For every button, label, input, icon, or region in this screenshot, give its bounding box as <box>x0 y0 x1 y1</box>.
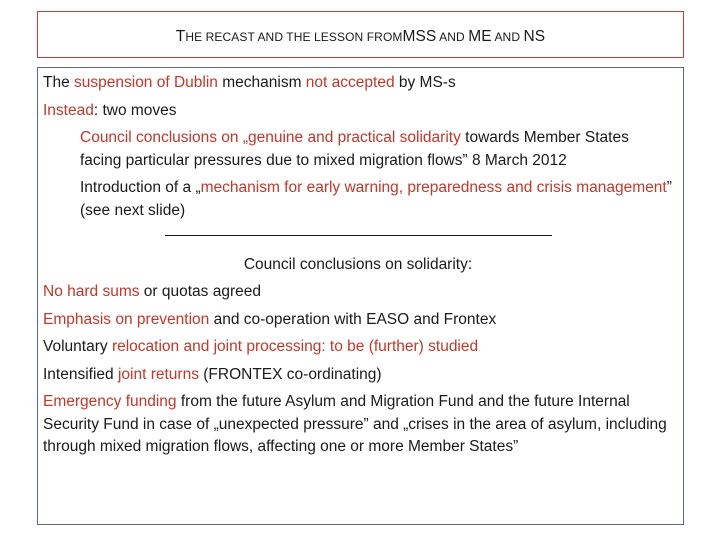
text-run: ” (see next slide) <box>80 179 672 219</box>
slide-title <box>176 28 546 46</box>
item-council-conclusions <box>43 127 673 172</box>
text-run: by MS-s <box>394 74 456 91</box>
highlight-run: mechanism for early warning, preparedness and crisis management <box>200 179 667 196</box>
text-run: towards Member States facing particular pressures due to mixed migration flows” 8 March 2012 <box>80 129 629 169</box>
highlight-run: Emphasis on prevention <box>43 310 210 328</box>
bullet-relocation <box>43 336 673 359</box>
title-part4-big: NS <box>523 27 546 45</box>
highlight-run: suspension of Dublin <box>74 74 218 91</box>
highlight-run: No hard sums <box>43 283 140 300</box>
title-part2-small: AND <box>436 29 469 44</box>
bullet-no-hard-sums <box>43 281 673 304</box>
text-run: (FRONTEX co-ordinating) <box>198 365 382 383</box>
title-part2-big: MSS <box>402 27 437 45</box>
highlight-run: joint returns <box>117 365 199 383</box>
highlight-run: Emergency funding <box>43 393 177 410</box>
highlight-run: solidarity <box>399 129 461 146</box>
text-run: mechanism <box>217 74 306 91</box>
bullet-prevention <box>43 309 673 332</box>
line-suspension <box>43 72 673 95</box>
title-part1-big: T <box>175 27 186 45</box>
text-run: from the future Asylum and Migration Fund and the future Internal Security Fund in case of „unexpected pressure” and „crises in the area of asylum, including through mixed migration flows, affecting one or more Member States” <box>43 393 667 455</box>
highlight-run: Instead <box>43 101 94 119</box>
highlight-run: relocation and joint processing: to be (further) studied <box>111 338 479 355</box>
title-part1-small: HE RECAST AND THE LESSON FROM <box>185 29 403 44</box>
content-box <box>37 67 684 525</box>
title-part3-small: AND <box>491 29 524 44</box>
bullet-joint-returns <box>43 364 673 387</box>
text-run: : two moves <box>93 101 177 119</box>
highlight-run: Council conclusions on „genuine and practical <box>80 129 400 146</box>
highlight-run: not accepted <box>305 74 395 91</box>
divider-line <box>43 227 673 250</box>
text-run: Introduction of a „ <box>80 179 201 196</box>
item-early-warning-mechanism <box>43 177 673 222</box>
text-run: Intensified <box>43 365 118 383</box>
title-box <box>37 11 684 58</box>
title-part3-big: ME <box>468 27 492 45</box>
line-instead <box>43 100 673 123</box>
text-run: Voluntary <box>43 338 112 355</box>
content-text <box>43 72 673 459</box>
text-run: and co-operation with EASO and Frontex <box>209 310 497 328</box>
bullet-emergency-funding <box>43 391 673 459</box>
subheading-solidarity: Council conclusions on solidarity: <box>243 255 473 273</box>
text-run: or quotas agreed <box>139 283 261 300</box>
text-run: The <box>43 74 75 91</box>
